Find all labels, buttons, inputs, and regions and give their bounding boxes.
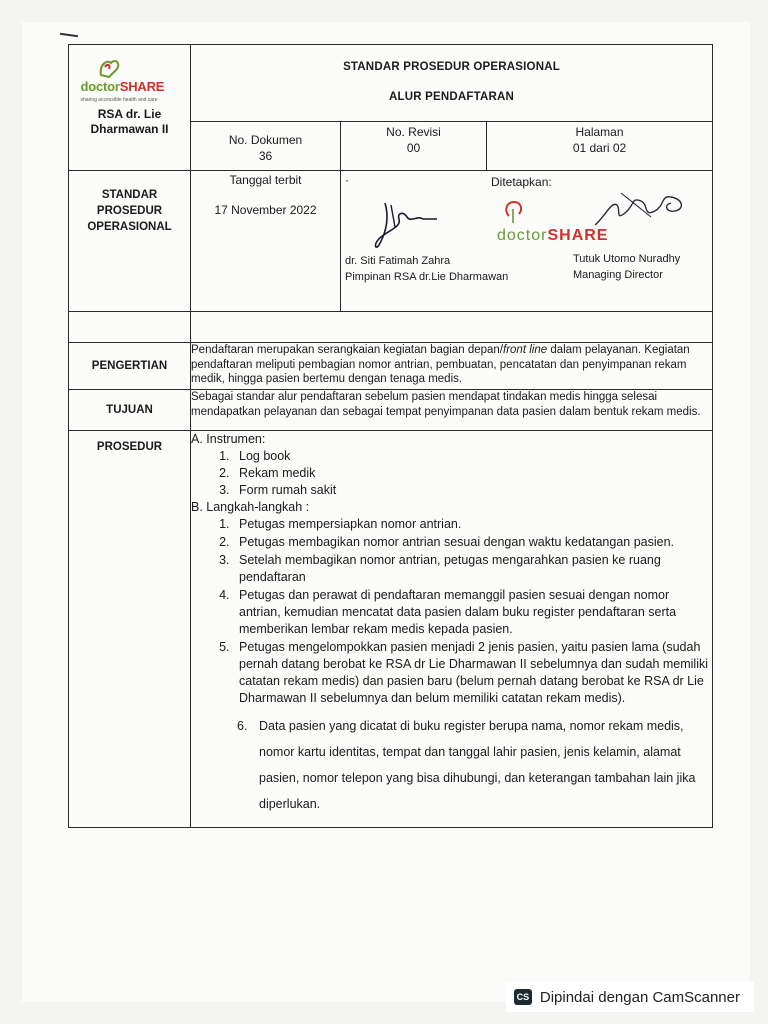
signature-2 [591, 187, 691, 231]
list-item: 2. Rekam medik [233, 465, 712, 482]
step-6-number: 6. [237, 719, 248, 733]
document-title: STANDAR PROSEDUR OPERASIONAL [343, 61, 560, 73]
signer-1 [345, 253, 508, 285]
camscanner-text: Dipindai dengan CamScanner [539, 988, 740, 1006]
signer-2-title: Managing Director [573, 269, 663, 281]
halaman-label: Halaman [575, 125, 624, 139]
document-subtitle: ALUR PENDAFTARAN [388, 91, 514, 103]
camscanner-icon: CS [514, 989, 532, 1005]
section-a-heading: A. Instrumen: [191, 432, 266, 446]
no-revisi-cell [341, 122, 487, 171]
pengertian-label: PENGERTIAN [69, 343, 191, 390]
prosedur-content [191, 431, 713, 828]
spacer-left [69, 312, 191, 343]
camscanner-watermark [506, 982, 754, 1012]
logo-wordmark: doctorSHARE [80, 79, 165, 94]
no-dokumen-cell [191, 122, 341, 171]
ditetapkan-label: Ditetapkan: [491, 175, 552, 189]
halaman-value: 01 dari 02 [572, 141, 627, 155]
signer-2 [573, 251, 680, 283]
list-item: 3. Setelah membagikan nomor antrian, petugas mengarahkan pasien ke ruang pendaftaran [233, 552, 712, 586]
list-item: 5. Petugas mengelompokkan pasien menjadi 2 jenis pasien, yaitu pasien lama (sudah pernah datang berobat ke RSA dr Lie Dharmawan II sebelumnya dan sudah memiliki catatan rekam medis) dan pasien baru (belum pernah datang berobat ke RSA dr Lie Dharmawan II sebelumnya dan belum memiliki catatan rekam medis). [233, 639, 712, 707]
title-cell [191, 45, 713, 122]
halaman-cell [487, 122, 713, 171]
tanggal-terbit-label: Tanggal terbit [229, 173, 302, 187]
list-item: 1. Petugas mempersiapkan nomor antrian. [233, 516, 712, 533]
tujuan-label: TUJUAN [69, 390, 191, 431]
no-dokumen-label: No. Dokumen [228, 133, 303, 147]
hand-heart-icon [97, 55, 123, 81]
list-item: 3. Form rumah sakit [233, 482, 712, 499]
no-revisi-label: No. Revisi [386, 125, 441, 139]
sop-table [68, 44, 713, 828]
logo-tagline: sharing accessible health and care [80, 97, 158, 103]
prosedur-label: PROSEDUR [96, 441, 163, 453]
signer-1-title: Pimpinan RSA dr.Lie Dharmawan [345, 271, 509, 283]
list-item-6 [191, 713, 712, 817]
list-item: 1. Log book [233, 448, 712, 465]
org-name: RSA dr. Lie Dharmawan II [90, 107, 169, 136]
doctorshare-logo [75, 53, 185, 109]
approval-cell: · Ditetapkan: doctorSHARE dr. Siti Fatimah Zahra Pimpinan RSA dr.Lie Dharmawan Tutuk Utomo Nuradhy Managing Director [341, 171, 713, 312]
prosedur-label-cell [69, 431, 191, 828]
step-6-text: Data pasien yang dicatat di buku register berupa nama, nomor rekam medis, nomor kartu identitas, tempat dan tanggal lahir pasien, jenis kelamin, alamat pasien, nomor telepon yang bisa dihubungi, dan keterangan tambahan lain jika diperlukan. [259, 719, 696, 811]
spacer-right [191, 312, 713, 343]
tujuan-text: Sebagai standar alur pendaftaran sebelum pasien mendapat tindakan medis hingga selesai mendapatkan pelayanan dan sebagai tempat penyimpanan data pasien dalam bentuk rekam medis. [191, 390, 713, 431]
tanggal-terbit-cell [191, 171, 341, 312]
stamp-wordmark: doctorSHARE [497, 227, 609, 244]
tanggal-terbit-value: 17 November 2022 [214, 203, 317, 217]
signer-2-name: Tutuk Utomo Nuradhy [573, 253, 681, 265]
pengertian-text: Pendaftaran merupakan serangkaian kegiatan bagian depan/front line dalam pelayanan. Kegiatan pendaftaran meliputi pembagian nomor antrian, pembuatan, pencatatan dan penyimpanan rekam medik, hingga pasien bertemu dengan tenaga medis. [191, 343, 713, 390]
no-dokumen-value: 36 [258, 149, 273, 163]
no-revisi-value: 00 [406, 141, 421, 155]
logo-cell [69, 45, 191, 171]
list-item: 4. Petugas dan perawat di pendaftaran memanggil pasien sesuai dengan nomor antrian, kemudian mencatat data pasien dalam buku register pendaftaran serta memberikan lembar rekam medis kepada pasien. [233, 587, 712, 638]
instrumen-list [191, 448, 712, 499]
list-item: 2. Petugas membagikan nomor antrian sesuai dengan waktu kedatangan pasien. [233, 534, 712, 551]
sop-label-cell: STANDAR PROSEDUR OPERASIONAL [69, 171, 191, 312]
signature-1 [371, 197, 441, 253]
langkah-list [191, 516, 712, 707]
stamp-logo-icon [501, 199, 527, 225]
signer-1-name: dr. Siti Fatimah Zahra [345, 255, 451, 267]
section-b-heading: B. Langkah-langkah : [191, 500, 310, 514]
